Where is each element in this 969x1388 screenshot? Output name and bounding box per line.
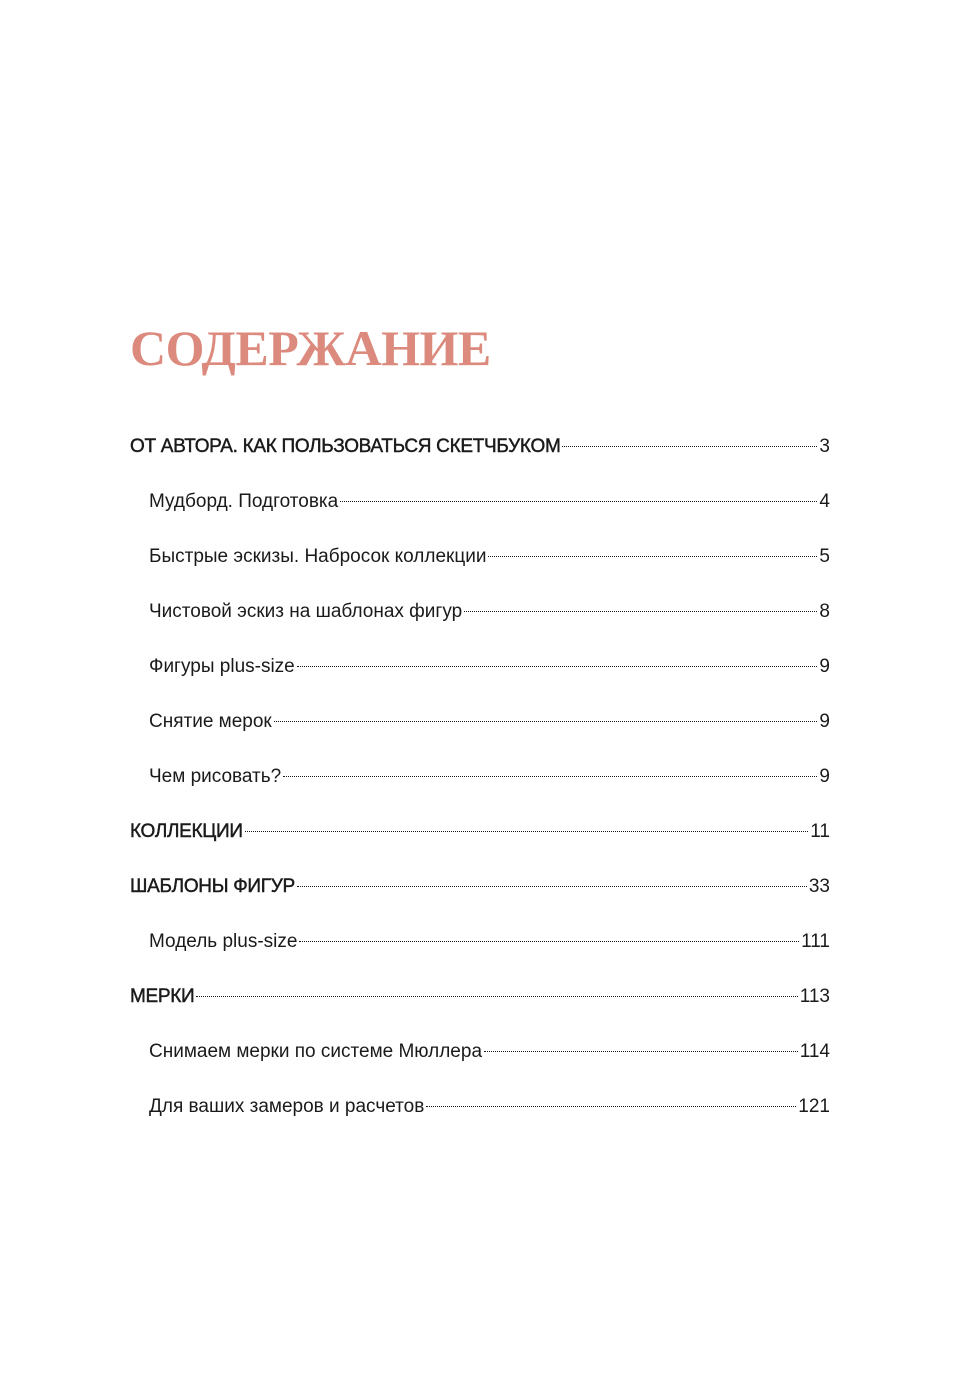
toc-entry[interactable]: [130, 749, 830, 804]
toc-entry-page: 121: [798, 1096, 830, 1117]
toc-entry-label: Модель plus-size: [149, 931, 298, 952]
toc-entry-label: Снимаем мерки по системе Мюллера: [149, 1041, 483, 1062]
dot-leader: [340, 501, 817, 502]
toc-entry-page: 9: [819, 711, 830, 732]
dot-leader: [283, 776, 817, 777]
toc-entry-page: 3: [819, 436, 830, 457]
toc-entry[interactable]: [130, 529, 830, 584]
toc-entry[interactable]: [130, 859, 830, 914]
toc-entry[interactable]: [130, 1024, 830, 1079]
dot-leader: [245, 831, 808, 832]
toc-entry-page: 33: [808, 876, 830, 897]
toc-entry-label: ШАБЛОНЫ ФИГУР: [130, 876, 295, 897]
toc-entry-label: КОЛЛЕКЦИИ: [130, 821, 243, 842]
dot-leader: [484, 1051, 798, 1052]
toc-entry-label: Фигуры plus-size: [149, 656, 295, 677]
dot-leader: [297, 666, 818, 667]
dot-leader: [488, 556, 817, 557]
dot-leader: [464, 611, 817, 612]
toc-entry[interactable]: [130, 639, 830, 694]
toc-entry-page: 113: [799, 986, 830, 1007]
dot-leader: [274, 721, 818, 722]
toc-entry-label: ОТ АВТОРА. КАК ПОЛЬЗОВАТЬСЯ СКЕТЧБУКОМ: [130, 436, 561, 457]
toc-entry[interactable]: [130, 584, 830, 639]
toc-entry-page: 8: [819, 601, 830, 622]
toc-entry-page: 9: [819, 766, 830, 787]
toc-entry-label: МЕРКИ: [130, 986, 195, 1007]
toc-entry-page: 11: [810, 821, 830, 842]
toc-entry-label: Для ваших замеров и расчетов: [149, 1096, 425, 1117]
dot-leader: [299, 941, 799, 942]
toc-entry-label: Чем рисовать?: [149, 766, 282, 787]
toc-entry-page: 4: [819, 491, 830, 512]
toc-entry-label: Мудборд. Подготовка: [149, 491, 339, 512]
page-title: СОДЕРЖАНИЕ: [130, 320, 491, 376]
toc-entry-page: 111: [801, 931, 830, 952]
toc-entry-label: Снятие мерок: [149, 711, 272, 732]
toc-entry[interactable]: [130, 914, 830, 969]
toc-entry[interactable]: [130, 694, 830, 749]
toc-entry[interactable]: [130, 969, 830, 1024]
toc-entry[interactable]: [130, 1079, 830, 1134]
dot-leader: [297, 886, 807, 887]
toc-entry-page: 9: [819, 656, 830, 677]
toc-entry-label: Чистовой эскиз на шаблонах фигур: [149, 601, 463, 622]
dot-leader: [196, 996, 797, 997]
dot-leader: [562, 446, 817, 447]
dot-leader: [426, 1106, 796, 1107]
table-of-contents: [130, 419, 830, 1134]
toc-entry-label: Быстрые эскизы. Набросок коллекции: [149, 546, 487, 567]
toc-entry[interactable]: [130, 474, 830, 529]
toc-entry-page: 114: [799, 1041, 830, 1062]
toc-entry-page: 5: [819, 546, 830, 567]
toc-entry[interactable]: [130, 419, 830, 474]
toc-entry[interactable]: [130, 804, 830, 859]
